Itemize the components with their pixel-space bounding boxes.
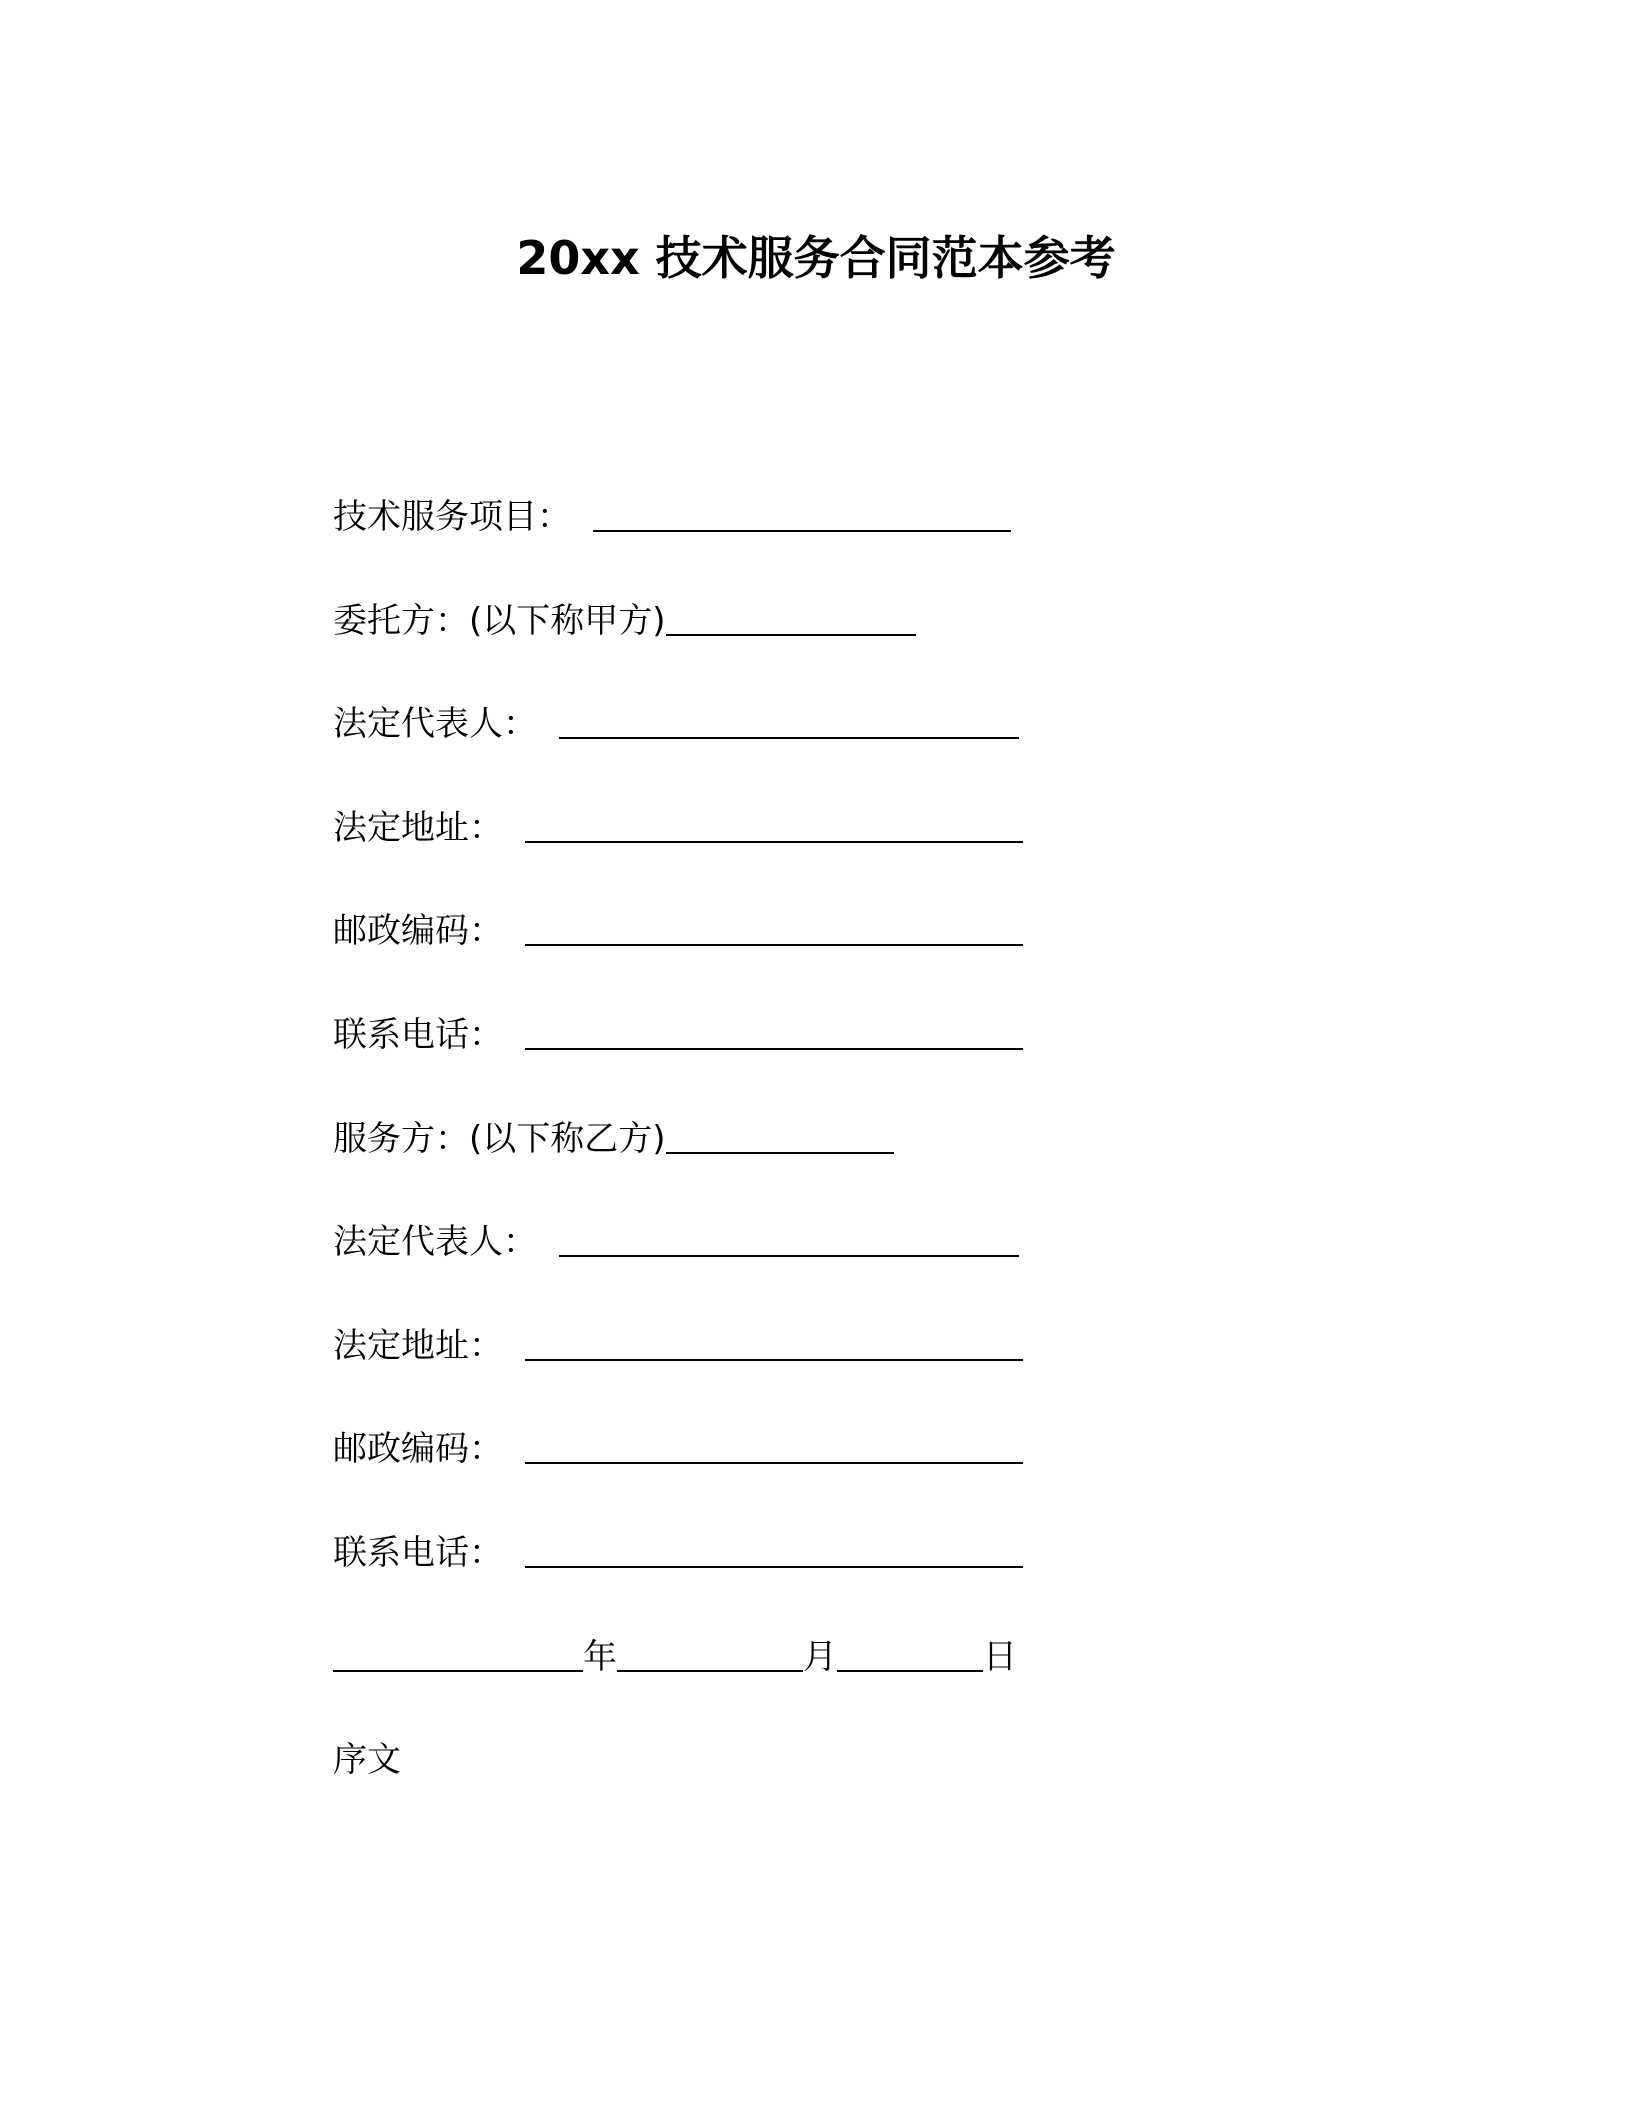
field-party-b-phone [333,1526,1333,1630]
blank-year [333,1669,583,1672]
field-label: 法定地址： [333,1325,503,1366]
field-party-a-postcode [333,904,1333,1008]
field-party-b-postcode [333,1422,1333,1526]
field-label: 邮政编码： [333,1429,503,1470]
field-label: 联系电话： [333,1532,503,1573]
day-label: 日 [983,1636,1017,1677]
month-label: 月 [803,1636,837,1677]
contract-header-fields [333,490,1333,1787]
blank-line [525,943,1023,946]
field-label: 邮政编码： [333,911,503,952]
field-label: 联系电话： [333,1014,503,1055]
field-label: 技术服务项目： [333,497,571,537]
field-label: 委托方：(以下称甲方) [333,600,666,641]
blank-line [525,1358,1023,1361]
field-party-b-address [333,1319,1333,1423]
blank-line [559,1254,1019,1257]
year-label: 年 [583,1636,617,1677]
blank-line [559,736,1019,739]
field-party-a-legal-representative [333,697,1333,801]
field-party-b-legal-representative [333,1215,1333,1319]
blank-month [617,1669,803,1672]
preface-heading: 序文 [333,1740,401,1781]
blank-line [666,633,916,636]
blank-line [525,1565,1023,1568]
field-party-b [333,1112,1333,1216]
field-label: 服务方：(以下称乙方) [333,1118,666,1159]
field-party-a-address [333,801,1333,905]
blank-line [666,1151,894,1154]
field-label: 法定代表人： [333,1222,537,1263]
blank-line [525,1461,1023,1464]
field-party-a [333,594,1333,698]
blank-line [593,529,1011,532]
blank-line [525,840,1023,843]
document-title: 20xx 技术服务合同范本参考 [516,231,1116,285]
field-label: 法定地址： [333,807,503,848]
blank-day [837,1669,983,1672]
field-party-a-phone [333,1008,1333,1112]
field-service-project [333,490,1333,594]
field-label: 法定代表人： [333,704,537,745]
blank-line [525,1047,1023,1050]
date-line [333,1630,1333,1734]
